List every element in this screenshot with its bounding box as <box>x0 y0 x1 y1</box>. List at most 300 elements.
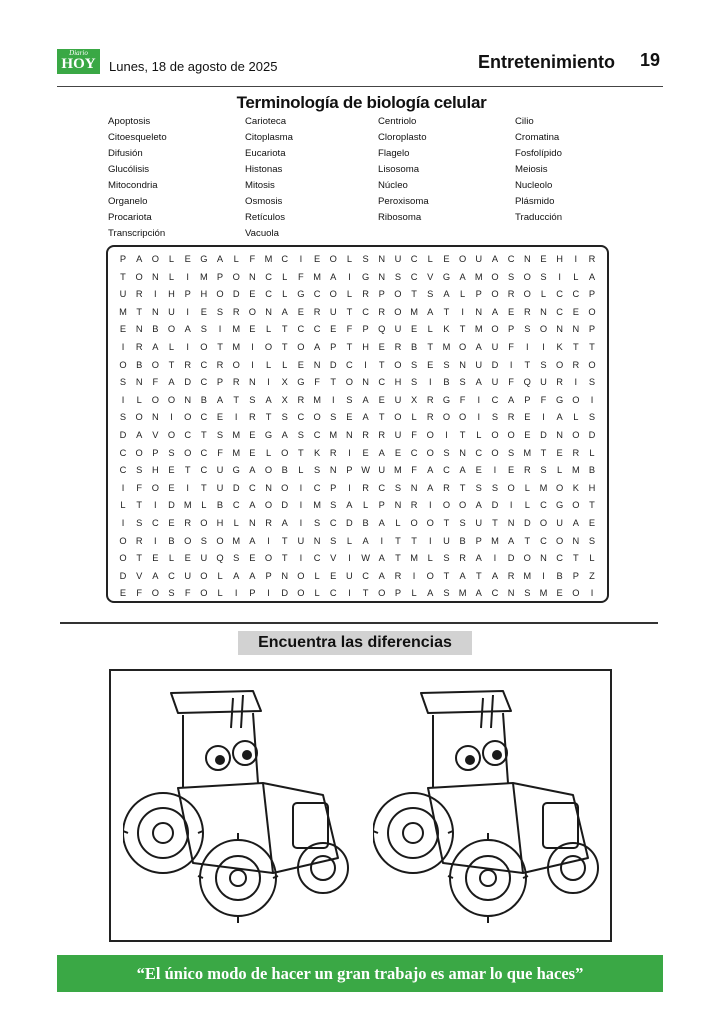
grid-letter: L <box>573 271 579 282</box>
grid-letter: L <box>314 588 320 599</box>
grid-letter: O <box>200 570 208 581</box>
grid-letter: O <box>491 430 499 440</box>
grid-letter: S <box>540 465 547 476</box>
grid-letter: M <box>232 324 241 335</box>
grid-letter: S <box>459 518 466 528</box>
wordsearch-grid <box>106 245 609 603</box>
grid-letter: F <box>540 394 547 405</box>
grid-letter: L <box>233 254 239 264</box>
grid-letter: F <box>508 342 514 352</box>
grid-letter: C <box>410 254 418 264</box>
grid-letter: O <box>313 412 321 423</box>
grid-letter: R <box>378 306 386 317</box>
grid-letter: O <box>394 306 402 317</box>
grid-letter: B <box>168 535 175 546</box>
grid-letter: I <box>154 500 157 511</box>
grid-letter: L <box>476 430 482 440</box>
grid-letter: I <box>234 412 238 423</box>
grid-letter: Q <box>216 553 224 564</box>
grid-letter: M <box>523 570 532 581</box>
grid-letter: E <box>378 394 385 405</box>
grid-letter: C <box>410 271 418 282</box>
grid-letter: E <box>184 254 191 264</box>
grid-letter: O <box>264 553 273 564</box>
grid-letter: N <box>151 306 159 317</box>
grid-letter: R <box>265 518 272 528</box>
grid-letter: S <box>524 588 531 599</box>
grid-letter: G <box>297 377 305 388</box>
grid-letter: L <box>589 553 595 564</box>
grid-letter: T <box>281 553 288 564</box>
grid-row <box>115 496 600 514</box>
grid-row <box>115 268 600 286</box>
grid-letter: R <box>184 359 192 370</box>
grid-letter: O <box>184 412 192 423</box>
grid-letter: G <box>264 430 273 440</box>
grid-letter: E <box>152 553 159 564</box>
grid-letter: N <box>265 482 272 493</box>
grid-letter: O <box>523 553 531 564</box>
grid-letter: O <box>426 518 434 528</box>
word-item: Peroxisoma <box>378 196 429 207</box>
grid-letter: C <box>232 500 240 511</box>
grid-letter: D <box>346 518 353 528</box>
grid-letter: T <box>427 342 434 352</box>
grid-letter: O <box>491 271 499 282</box>
grid-letter: N <box>329 465 337 476</box>
grid-letter: E <box>572 306 579 317</box>
grid-letter: M <box>394 465 402 476</box>
grid-letter: T <box>281 342 288 352</box>
word-item: Apoptosis <box>108 116 151 127</box>
grid-row <box>115 426 600 444</box>
grid-letter: R <box>507 289 515 300</box>
grid-letter: S <box>588 377 596 388</box>
grid-letter: K <box>556 342 563 352</box>
grid-letter: N <box>184 394 192 405</box>
grid-letter: C <box>265 289 272 300</box>
grid-letter: A <box>313 342 321 352</box>
grid-letter: O <box>491 289 499 300</box>
grid-row <box>115 532 600 550</box>
grid-row <box>115 391 600 409</box>
grid-letter: M <box>539 482 548 493</box>
grid-letter: C <box>556 553 563 564</box>
grid-letter: A <box>427 306 434 317</box>
grid-letter: S <box>136 518 143 528</box>
grid-letter: A <box>508 394 515 405</box>
grid-letter: V <box>136 570 143 581</box>
grid-letter: F <box>298 271 304 282</box>
grid-letter: D <box>329 359 337 370</box>
grid-letter: C <box>540 500 547 511</box>
grid-letter: M <box>458 588 467 599</box>
grid-letter: T <box>201 430 207 440</box>
grid-letter: S <box>313 518 321 528</box>
grid-letter: S <box>216 306 224 317</box>
grid-letter: T <box>443 306 450 317</box>
grid-letter: I <box>154 535 157 546</box>
grid-letter: I <box>428 500 432 511</box>
grid-letter: I <box>348 447 351 458</box>
grid-letter: N <box>394 500 402 511</box>
grid-letter: T <box>201 482 207 493</box>
grid-letter: U <box>297 535 305 546</box>
grid-letter: P <box>249 588 256 599</box>
grid-letter: L <box>298 465 304 476</box>
word-item: Centriolo <box>378 116 417 127</box>
grid-letter: O <box>458 254 467 264</box>
grid-letter: R <box>313 306 321 317</box>
grid-letter: P <box>265 570 272 581</box>
section-divider <box>60 622 658 624</box>
grid-letter: A <box>378 553 385 564</box>
grid-letter: H <box>200 289 208 300</box>
grid-letter: S <box>136 465 143 476</box>
grid-letter: I <box>186 482 189 493</box>
grid-letter: E <box>119 324 127 335</box>
grid-letter: R <box>329 447 337 458</box>
grid-letter: P <box>394 588 402 599</box>
grid-letter: F <box>217 447 223 458</box>
grid-letter: O <box>588 306 596 317</box>
grid-letter: C <box>556 306 563 317</box>
word-item: Flagelo <box>378 148 410 159</box>
grid-letter: U <box>329 306 337 317</box>
grid-letter: A <box>491 570 499 581</box>
grid-letter: T <box>346 306 353 317</box>
grid-letter: E <box>508 465 515 476</box>
grid-letter: F <box>508 377 514 388</box>
grid-letter: I <box>299 482 303 493</box>
logo-big-text: HOY <box>61 56 96 72</box>
grid-letter: M <box>313 394 321 405</box>
grid-letter: T <box>443 570 450 581</box>
grid-letter: O <box>539 324 548 335</box>
grid-letter: L <box>557 465 563 476</box>
grid-letter: C <box>151 518 159 528</box>
grid-letter: S <box>524 324 531 335</box>
grid-letter: R <box>426 412 434 423</box>
grid-letter: A <box>249 570 256 581</box>
grid-letter: C <box>249 482 256 493</box>
grid-letter: O <box>442 412 451 423</box>
word-item: Ribosoma <box>378 212 422 223</box>
grid-letter: C <box>475 447 483 458</box>
grid-letter: T <box>492 518 498 528</box>
grid-letter: A <box>346 500 353 511</box>
grid-letter: G <box>556 500 564 511</box>
grid-letter: B <box>588 465 596 476</box>
grid-letter: R <box>362 482 369 493</box>
grid-letter: E <box>119 588 127 599</box>
grid-row <box>115 514 600 532</box>
grid-letter: L <box>265 324 272 335</box>
grid-letter: O <box>394 412 402 423</box>
grid-letter: R <box>556 377 563 388</box>
grid-letter: C <box>200 377 208 388</box>
grid-letter: C <box>313 324 321 335</box>
grid-letter: E <box>556 447 563 458</box>
grid-letter: F <box>152 377 159 388</box>
grid-letter: U <box>346 570 353 581</box>
grid-letter: K <box>572 482 579 493</box>
grid-letter: T <box>395 535 401 546</box>
grid-letter: N <box>265 306 272 317</box>
grid-letter: P <box>588 289 596 300</box>
grid-letter: E <box>168 465 175 476</box>
grid-row <box>115 356 600 374</box>
grid-letter: C <box>313 289 321 300</box>
grid-letter: P <box>216 377 224 388</box>
grid-letter: O <box>378 588 386 599</box>
word-item: Citoesqueleto <box>108 132 167 143</box>
grid-letter: U <box>216 465 224 476</box>
grid-letter: F <box>249 254 256 264</box>
grid-letter: S <box>427 289 434 300</box>
grid-letter: E <box>427 359 434 370</box>
grid-letter: R <box>184 518 192 528</box>
grid-letter: O <box>572 430 580 440</box>
grid-letter: P <box>184 289 191 300</box>
word-item: Citoplasma <box>245 132 293 143</box>
grid-letter: I <box>251 359 254 370</box>
grid-letter: L <box>168 553 175 564</box>
grid-letter: R <box>362 430 369 440</box>
grid-letter: O <box>135 271 143 282</box>
word-item: Cilio <box>515 116 534 127</box>
grid-row <box>115 285 600 303</box>
grid-letter: D <box>184 377 192 388</box>
grid-letter: F <box>136 482 143 493</box>
grid-letter: C <box>540 535 547 546</box>
grid-letter: M <box>232 447 241 458</box>
grid-letter: O <box>572 394 580 405</box>
grid-letter: M <box>183 500 192 511</box>
grid-letter: T <box>459 324 466 335</box>
grid-letter: P <box>330 342 337 352</box>
grid-letter: A <box>378 570 385 581</box>
grid-letter: O <box>119 359 127 370</box>
grid-letter: I <box>121 518 125 528</box>
grid-letter: S <box>119 412 127 423</box>
grid-letter: T <box>136 553 143 564</box>
grid-letter: I <box>574 377 578 388</box>
word-item: Lisosoma <box>378 164 420 175</box>
grid-letter: M <box>119 306 127 317</box>
grid-letter: F <box>184 588 191 599</box>
grid-letter: R <box>232 306 240 317</box>
grid-letter: P <box>588 324 596 335</box>
grid-letter: S <box>168 588 175 599</box>
grid-letter: A <box>427 465 434 476</box>
grid-letter: T <box>217 342 223 352</box>
grid-letter: C <box>329 588 337 599</box>
grid-letter: R <box>459 553 466 564</box>
grid-letter: T <box>136 500 143 511</box>
grid-letter: I <box>509 500 513 511</box>
grid-letter: F <box>346 324 353 335</box>
grid-letter: Q <box>523 377 531 388</box>
grid-letter: N <box>459 359 466 370</box>
grid-letter: C <box>313 482 321 493</box>
grid-letter: A <box>362 394 369 405</box>
grid-letter: I <box>299 254 303 264</box>
grid-letter: A <box>330 271 337 282</box>
newspaper-logo <box>57 49 100 74</box>
grid-letter: O <box>151 482 159 493</box>
grid-letter: M <box>329 430 338 440</box>
grid-letter: T <box>475 570 482 581</box>
grid-letter: O <box>200 588 208 599</box>
grid-letter: E <box>249 553 256 564</box>
grid-letter: M <box>232 342 241 352</box>
grid-letter: A <box>475 342 482 352</box>
grid-letter: O <box>556 482 564 493</box>
grid-letter: A <box>459 271 466 282</box>
grid-letter: I <box>428 377 432 388</box>
grid-letter: G <box>442 271 451 282</box>
grid-letter: C <box>200 465 208 476</box>
grid-letter: L <box>346 535 352 546</box>
grid-letter: T <box>330 377 337 388</box>
grid-row <box>115 461 600 479</box>
grid-letter: O <box>556 535 564 546</box>
grid-letter: E <box>410 324 418 335</box>
grid-letter: K <box>443 324 450 335</box>
grid-letter: T <box>411 289 417 300</box>
grid-letter: M <box>523 447 532 458</box>
grid-letter: L <box>120 500 126 511</box>
grid-row <box>115 373 600 391</box>
grid-letter: N <box>459 447 466 458</box>
grid-letter: D <box>232 289 240 300</box>
grid-letter: I <box>412 570 416 581</box>
grid-letter: C <box>200 359 208 370</box>
grid-row <box>115 584 600 602</box>
grid-letter: S <box>459 377 466 388</box>
grid-letter: R <box>135 342 143 352</box>
grid-letter: M <box>199 271 208 282</box>
grid-letter: C <box>362 570 369 581</box>
wordsearch-title: Terminología de biología celular <box>236 93 487 112</box>
grid-letter: M <box>232 430 241 440</box>
grid-letter: N <box>151 271 159 282</box>
grid-letter: T <box>395 553 401 564</box>
grid-letter: S <box>443 447 450 458</box>
grid-letter: E <box>475 465 482 476</box>
grid-letter: E <box>508 306 515 317</box>
grid-letter: H <box>394 377 402 388</box>
grid-letter: I <box>590 394 594 405</box>
grid-letter: P <box>475 289 482 300</box>
grid-letter: T <box>184 465 191 476</box>
grid-letter: P <box>119 254 127 264</box>
grid-letter: O <box>458 342 467 352</box>
grid-letter: N <box>249 377 256 388</box>
grid-letter: V <box>152 430 159 440</box>
grid-letter: L <box>168 271 175 282</box>
grid-letter: K <box>313 447 321 458</box>
grid-letter: T <box>378 412 385 423</box>
grid-letter: O <box>167 394 176 405</box>
grid-letter: O <box>442 500 451 511</box>
grid-letter: O <box>200 518 208 528</box>
tractor-illustration-left <box>123 683 353 928</box>
grid-letter: T <box>524 359 531 370</box>
grid-letter: I <box>299 553 303 564</box>
word-item: Histonas <box>245 164 283 175</box>
grid-letter: S <box>394 482 402 493</box>
word-item: Retículos <box>245 212 285 223</box>
grid-letter: O <box>410 518 418 528</box>
grid-letter: O <box>572 500 580 511</box>
grid-letter: R <box>232 377 240 388</box>
grid-letter: A <box>249 500 256 511</box>
grid-letter: I <box>299 500 303 511</box>
grid-row <box>115 408 600 426</box>
grid-letter: L <box>346 254 352 264</box>
grid-letter: A <box>491 306 499 317</box>
grid-letter: I <box>477 412 481 423</box>
grid-letter: U <box>216 482 224 493</box>
grid-letter: I <box>558 271 561 282</box>
word-item: Meiosis <box>515 164 548 175</box>
grid-letter: O <box>216 289 224 300</box>
grid-letter: X <box>281 377 288 388</box>
grid-letter: A <box>152 342 159 352</box>
grid-letter: M <box>491 535 499 546</box>
grid-letter: O <box>151 254 159 264</box>
grid-letter: O <box>572 588 580 599</box>
grid-letter: A <box>572 518 579 528</box>
grid-letter: O <box>216 535 224 546</box>
grid-letter: M <box>232 535 241 546</box>
grid-letter: N <box>362 377 369 388</box>
grid-letter: S <box>588 535 596 546</box>
word-item: Mitosis <box>245 180 275 191</box>
grid-letter: R <box>507 412 515 423</box>
grid-letter: L <box>282 359 288 370</box>
grid-letter: I <box>299 518 303 528</box>
grid-letter: N <box>249 518 256 528</box>
grid-letter: O <box>119 535 127 546</box>
grid-letter: I <box>364 359 367 370</box>
grid-letter: U <box>475 254 483 264</box>
grid-letter: O <box>588 359 596 370</box>
grid-letter: E <box>216 412 224 423</box>
word-item: Nucleolo <box>515 180 553 191</box>
grid-letter: U <box>200 553 208 564</box>
grid-letter: N <box>507 588 515 599</box>
grid-letter: C <box>572 289 580 300</box>
grid-letter: D <box>507 553 515 564</box>
grid-letter: C <box>119 447 127 458</box>
grid-letter: D <box>168 500 175 511</box>
grid-letter: I <box>121 342 125 352</box>
grid-letter: M <box>571 465 580 476</box>
grid-letter: A <box>362 412 369 423</box>
grid-letter: I <box>186 271 189 282</box>
grid-letter: O <box>232 271 240 282</box>
grid-letter: A <box>362 535 369 546</box>
grid-letter: R <box>249 412 256 423</box>
grid-letter: I <box>445 430 448 440</box>
grid-letter: A <box>475 377 482 388</box>
grid-letter: O <box>523 271 531 282</box>
grid-letter: N <box>313 359 321 370</box>
grid-letter: I <box>493 553 497 564</box>
